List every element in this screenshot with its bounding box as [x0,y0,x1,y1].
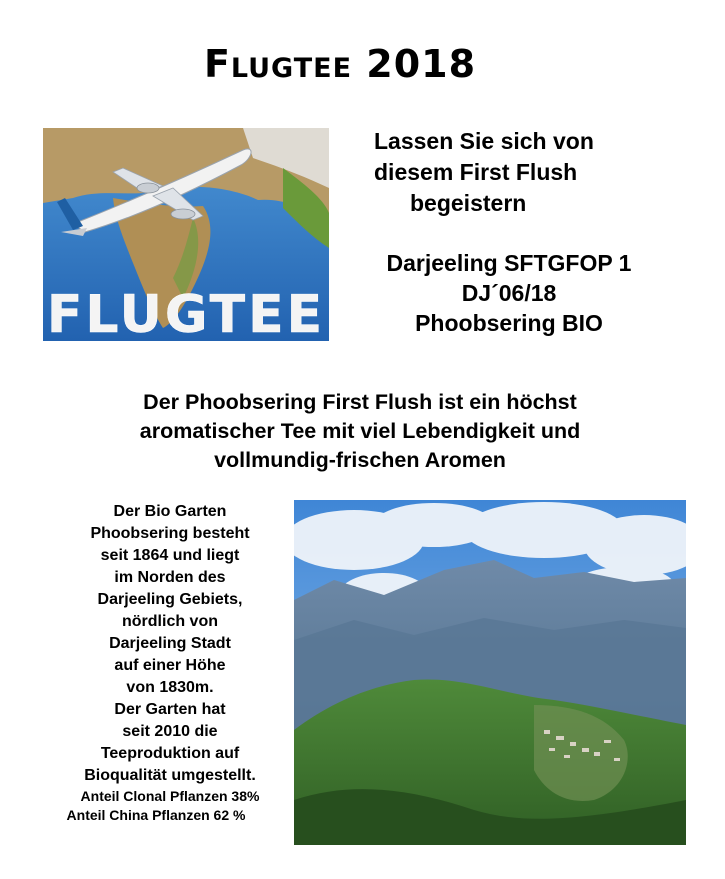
desc-line: von 1830m. [126,679,214,696]
lead-paragraph [60,388,660,475]
clonal-share: Anteil Clonal Pflanzen 38% [80,788,260,804]
desc-line: Phoobsering besteht [90,525,250,542]
intro-text [344,126,674,219]
product-name: Darjeeling SFTGFOP 1 [386,250,632,276]
intro-line-2: diesem First Flush [374,159,578,185]
desc-line: im Norden des [114,569,226,586]
desc-line: seit 1864 und liegt [100,547,240,564]
desc-line: auf einer Höhe [114,657,226,674]
flugtee-image [43,128,329,341]
product-garden: Phoobsering BIO [415,310,603,336]
desc-line: Der Garten hat [114,701,226,718]
garden-description [40,501,300,825]
desc-line: nördlich von [122,613,218,630]
intro-line-3: begeistern [410,190,527,216]
desc-line: Darjeeling Stadt [109,635,231,652]
lead-line-1: Der Phoobsering First Flush ist ein höchst [143,390,577,414]
desc-line: Der Bio Garten [113,503,227,520]
flugtee-logo-text: FLUGTEE [46,285,326,341]
product-code: DJ´06/18 [461,280,557,306]
china-share: Anteil China Pflanzen 62 % [66,807,246,823]
lead-line-3: vollmundig-frischen Aromen [214,448,506,472]
desc-line: seit 2010 die [122,723,218,740]
desc-line: Teeproduktion auf [100,745,240,762]
tea-garden-photo [294,500,686,845]
desc-line: Bioqualität umgestellt. [84,767,256,784]
product-info [344,248,674,338]
page-title: Flugtee 2018 [203,42,477,86]
intro-line-1: Lassen Sie sich von [374,128,594,154]
lead-line-2: aromatischer Tee mit viel Lebendigkeit und [139,419,581,443]
desc-line: Darjeeling Gebiets, [97,591,243,608]
